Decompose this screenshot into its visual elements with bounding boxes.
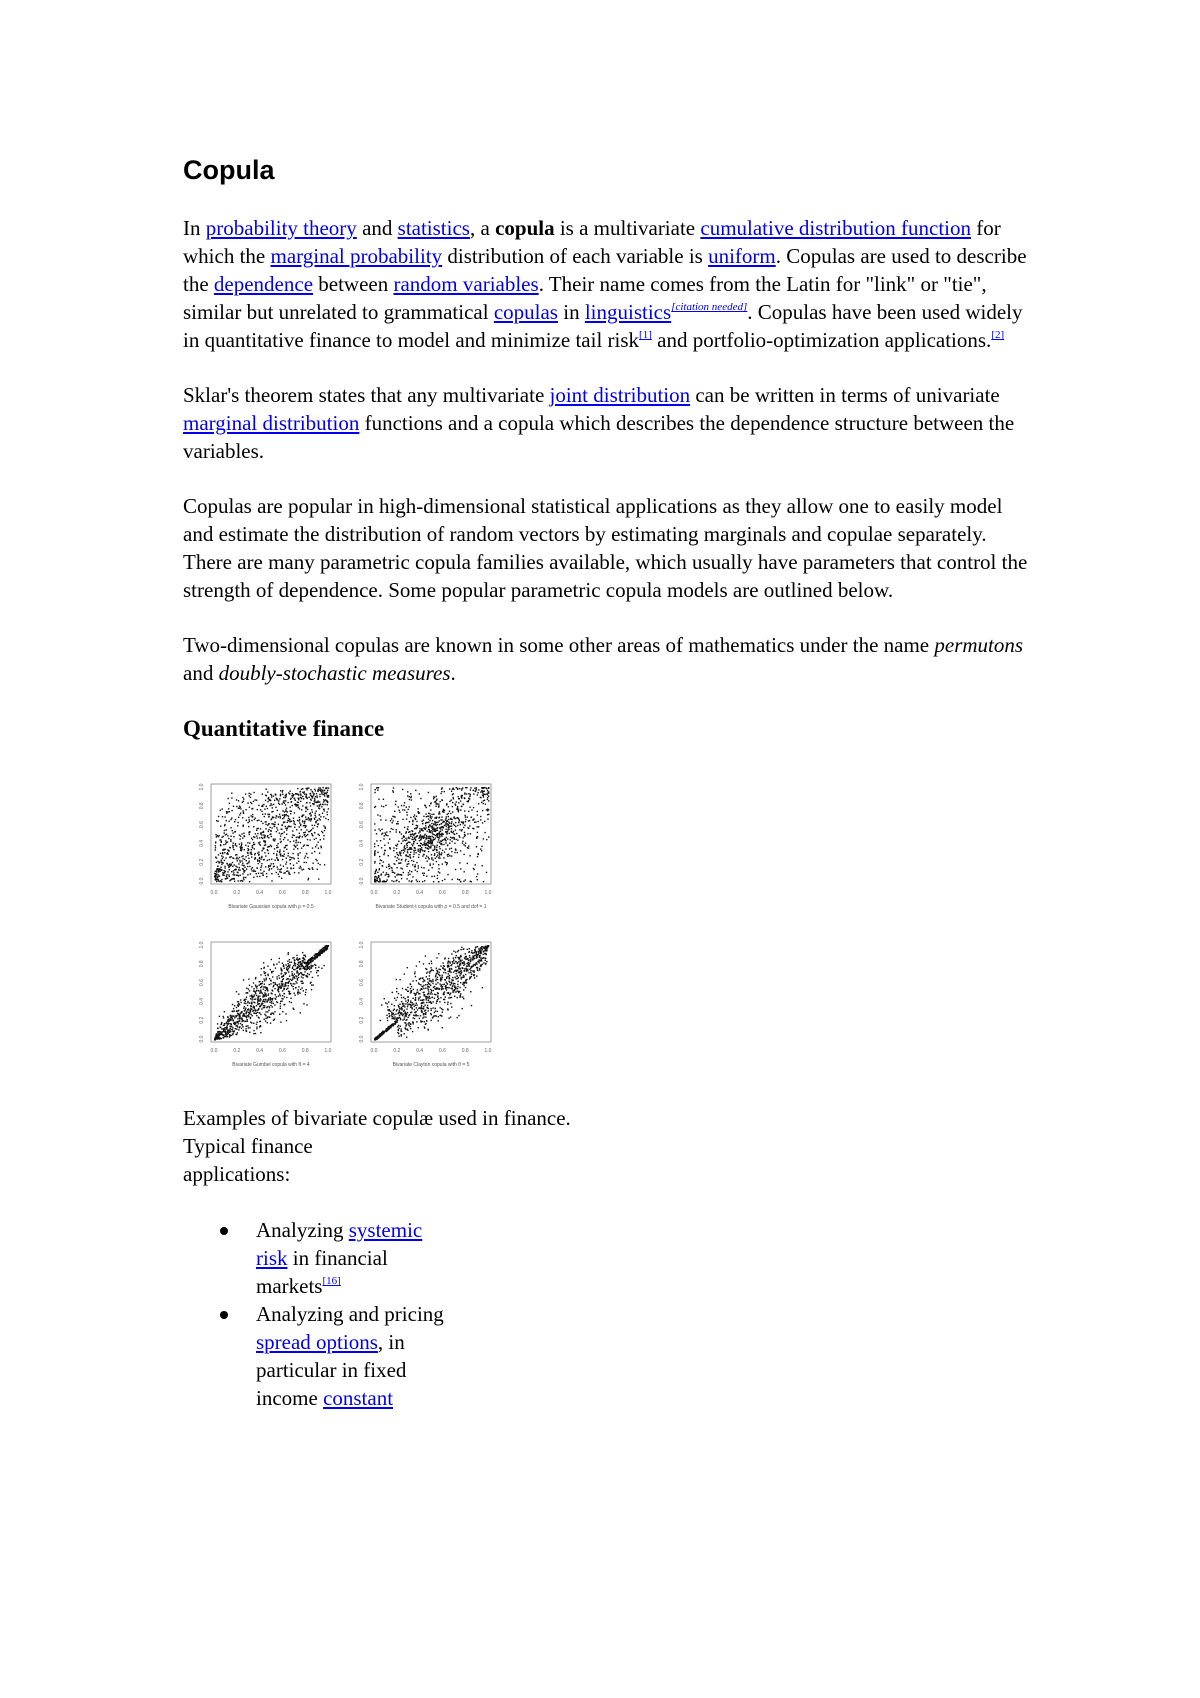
link-linguistics[interactable]: linguistics (584, 300, 672, 324)
x-tick-label: 0.8 (301, 1048, 309, 1054)
text: in financial markets (256, 1246, 388, 1298)
page-title: Copula (183, 155, 275, 185)
y-tick-label: 0.8 (359, 960, 365, 968)
text: and portfolio-optimization applications. (651, 328, 992, 352)
link-constant[interactable]: constant (323, 1386, 394, 1410)
y-tick-label: 0.6 (199, 979, 205, 987)
term-permutons: permutons (934, 633, 1024, 657)
term-copula: copula (495, 216, 555, 240)
link-marginal-probability[interactable]: marginal probability (270, 244, 443, 268)
x-tick-label: 0.6 (438, 1048, 446, 1054)
x-tick-label: 0.2 (393, 890, 401, 896)
y-tick-label: 0.8 (359, 802, 365, 810)
panel-caption: Bivariate Student-t copula with ρ = 0.5 and dof = 1 (375, 904, 487, 910)
copula-scatter-figure (183, 774, 523, 1104)
x-tick-label: 0.0 (370, 890, 378, 896)
text: Analyzing and pricing (256, 1302, 444, 1326)
link-dependence[interactable]: dependence (213, 272, 314, 296)
y-tick-label: 0.8 (199, 960, 205, 968)
y-tick-label: 0.6 (359, 979, 365, 987)
text: Two-dimensional copulas are known in some other areas of mathematics under the name (183, 633, 935, 657)
text: . (450, 661, 456, 685)
y-tick-label: 0.2 (199, 858, 205, 866)
link-random-variables[interactable]: random variables (393, 272, 539, 296)
x-tick-label: 0.0 (210, 1048, 218, 1054)
text: for which the (183, 216, 1001, 268)
reference-2[interactable]: [2] (991, 329, 1005, 341)
intro-paragraph (183, 214, 1033, 354)
text: In (183, 216, 206, 240)
link-probability-theory[interactable]: probability theory (205, 216, 357, 240)
scatter-points (214, 787, 329, 882)
x-tick-label: 0.8 (301, 890, 309, 896)
y-tick-label: 0.4 (359, 839, 365, 847)
text: Analyzing (256, 1218, 349, 1242)
scatter-points (214, 945, 329, 1040)
y-tick-label: 0.2 (199, 1016, 205, 1024)
panel-caption: Bivariate Gaussian copula with ρ = 0.5 (228, 904, 314, 910)
link-uniform[interactable]: uniform (708, 244, 776, 268)
x-tick-label: 1.0 (484, 1048, 492, 1054)
figure-caption: Examples of bivariate copulæ used in finance. (183, 1106, 571, 1130)
text: in (557, 300, 585, 324)
panel-caption: Bivariate Gumbel copula with θ = 4 (232, 1062, 310, 1068)
y-tick-label: 1.0 (359, 783, 365, 791)
text: functions and a copula which describes the dependence structure between the variables. (183, 411, 1015, 463)
y-tick-label: 0.0 (359, 877, 365, 885)
x-tick-label: 0.4 (416, 890, 424, 896)
y-tick-label: 0.8 (199, 802, 205, 810)
text: . Their name comes from the Latin for "link" or "tie", similar but unrelated to grammatical (183, 272, 987, 324)
scatter-points (374, 945, 489, 1040)
y-tick-label: 0.0 (199, 877, 205, 885)
y-tick-label: 0.4 (199, 839, 205, 847)
applications-intro: Typical finance applications: (183, 1134, 313, 1186)
x-tick-label: 0.6 (438, 890, 446, 896)
x-tick-label: 0.2 (233, 890, 241, 896)
section-heading: Quantitative finance (183, 716, 385, 741)
y-tick-label: 0.6 (359, 821, 365, 829)
y-tick-label: 1.0 (199, 783, 205, 791)
citation-needed[interactable]: [citation needed] (671, 301, 748, 313)
applications-paragraph: Copulas are popular in high-dimensional statistical applications as they allow one to easily model and estimate the distribution of random vectors by estimating marginals and copulae separately. There are many parametric copula families available, which usually have parameters that control the strength of dependence. Some popular parametric copula models are outlined below. (183, 494, 1028, 602)
text: can be written in terms of univariate (690, 383, 1000, 407)
reference-1[interactable]: [1] (639, 329, 652, 341)
link-cumulative-distribution-function[interactable]: cumulative distribution function (700, 216, 971, 240)
text: , a (469, 216, 496, 240)
text: and (356, 216, 398, 240)
y-tick-label: 1.0 (359, 941, 365, 949)
text: is a multivariate (554, 216, 701, 240)
link-marginal-distribution[interactable]: marginal distribution (183, 411, 360, 435)
applications-list (183, 1216, 456, 1412)
x-tick-label: 0.2 (233, 1048, 241, 1054)
x-tick-label: 0.6 (278, 890, 286, 896)
y-tick-label: 0.6 (199, 821, 205, 829)
text: distribution of each variable is (442, 244, 709, 268)
x-tick-label: 0.4 (416, 1048, 424, 1054)
y-tick-label: 1.0 (199, 941, 205, 949)
x-tick-label: 0.8 (461, 890, 469, 896)
article (183, 140, 1033, 1412)
y-tick-label: 0.0 (359, 1035, 365, 1043)
term-doubly-stochastic: doubly-stochastic measures (218, 661, 451, 685)
x-tick-label: 0.0 (370, 1048, 378, 1054)
text: . Copulas have been used widely in quantitative finance to model and minimize tail risk (183, 300, 1023, 352)
x-tick-label: 1.0 (324, 890, 332, 896)
text: , in particular in fixed income (256, 1330, 407, 1410)
x-tick-label: 0.6 (278, 1048, 286, 1054)
y-tick-label: 0.0 (199, 1035, 205, 1043)
text: Sklar's theorem states that any multivariate (183, 383, 550, 407)
text: and (183, 661, 219, 685)
sklar-paragraph (183, 381, 1033, 465)
list-item (256, 1300, 456, 1412)
scatter-points (374, 787, 489, 882)
x-tick-label: 1.0 (484, 890, 492, 896)
text: . Copulas are used to describe the (183, 244, 1027, 296)
x-tick-label: 0.4 (256, 890, 264, 896)
y-tick-label: 0.2 (359, 1016, 365, 1024)
x-tick-label: 0.2 (393, 1048, 401, 1054)
y-tick-label: 0.2 (359, 858, 365, 866)
reference-16[interactable]: [16] (322, 1275, 341, 1287)
link-systemic-risk[interactable]: systemic risk (256, 1218, 423, 1270)
link-copulas[interactable]: copulas (493, 300, 558, 324)
panel-caption: Bivariate Clayton copula with θ = 5 (392, 1062, 470, 1068)
x-tick-label: 0.4 (256, 1048, 264, 1054)
link-statistics[interactable]: statistics (397, 216, 470, 240)
link-spread-options[interactable]: spread options (256, 1330, 378, 1354)
x-tick-label: 0.0 (210, 890, 218, 896)
list-item (256, 1216, 456, 1300)
y-tick-label: 0.4 (199, 997, 205, 1005)
y-tick-label: 0.4 (359, 997, 365, 1005)
text: between (313, 272, 394, 296)
x-tick-label: 1.0 (324, 1048, 332, 1054)
link-joint-distribution[interactable]: joint distribution (549, 383, 691, 407)
permutons-paragraph (183, 631, 1033, 687)
x-tick-label: 0.8 (461, 1048, 469, 1054)
